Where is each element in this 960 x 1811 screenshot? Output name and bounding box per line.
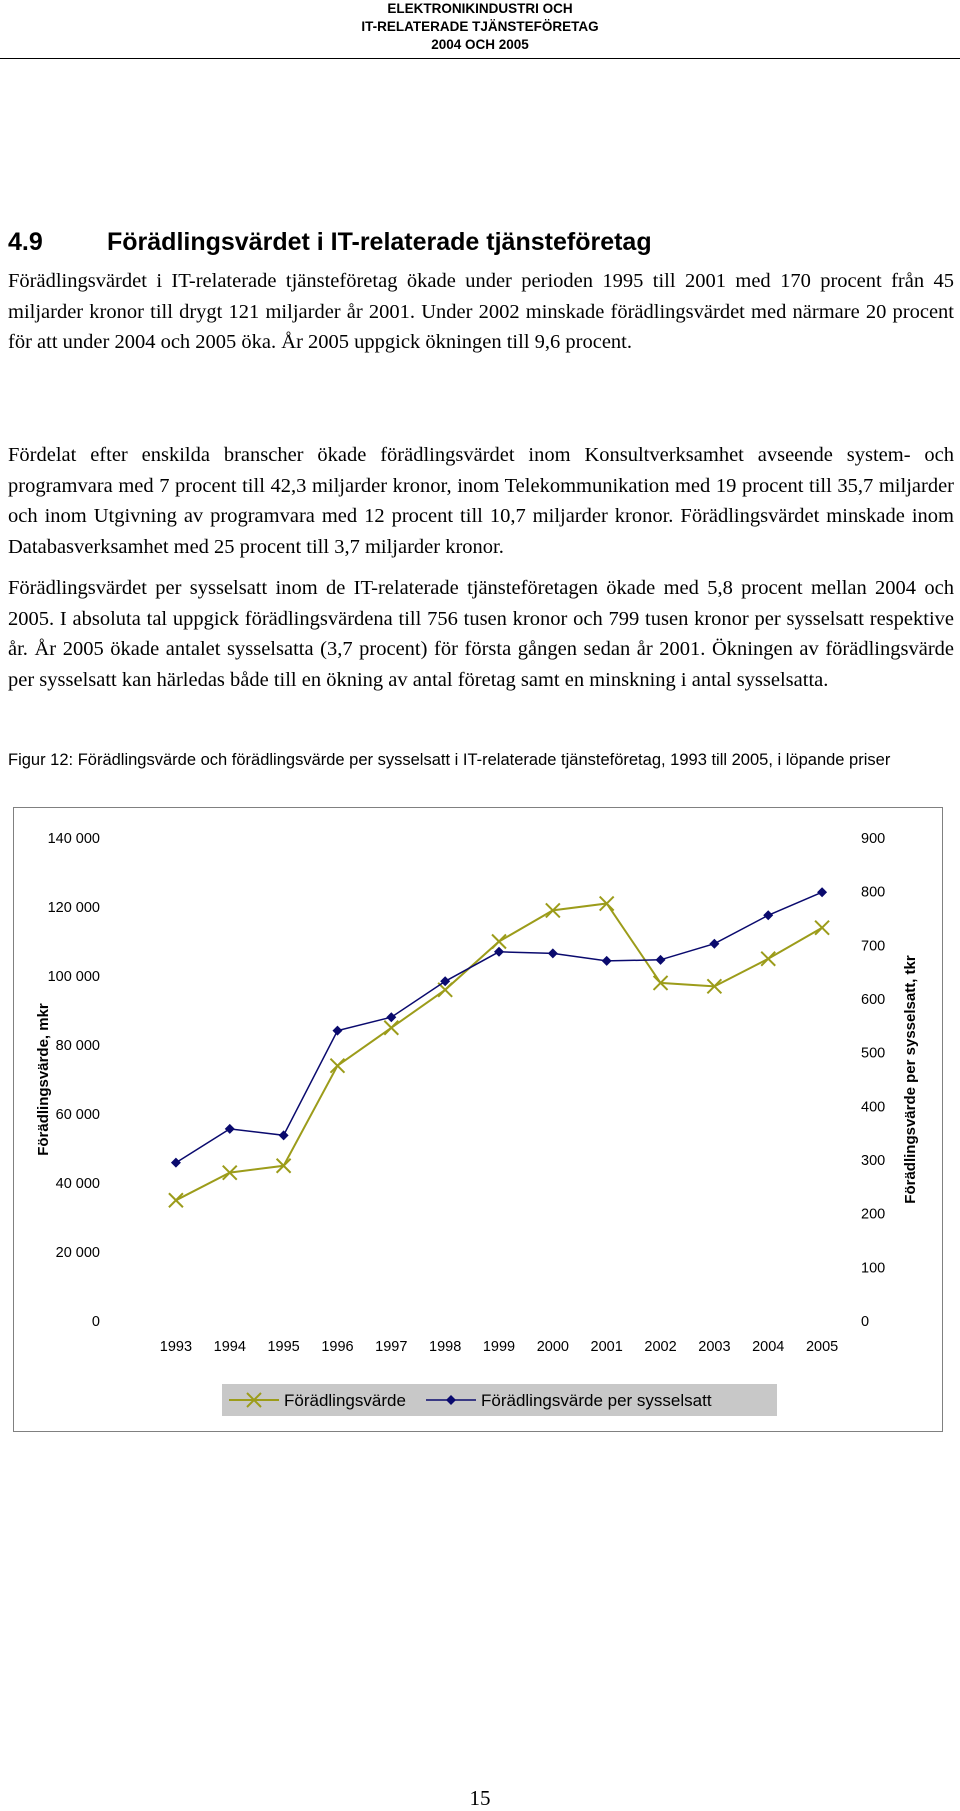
data-point-diamond-marker <box>225 1124 235 1134</box>
paragraph-3: Förädlingsvärdet per sysselsatt inom de IT-relaterade tjänsteföretagen ökade med 5,8 procent mellan 2004 och 2005. I absoluta tal uppgick förädlingsvärdena till 756 tusen kronor och 799 tusen kronor per sysselsatt respektive år. År 2005 ökade antalet sysselsatta (3,7 procent) för första gången sedan år 2001. Ökningen av förädlingsvärde per sysselsatt kan härledas både till en ökning av antal företag samt en minskning i antal sysselsatta. <box>8 577 954 691</box>
y-axis-tick-label: 100 000 <box>47 969 100 985</box>
header-line-1: ELEKTRONIKINDUSTRI OCH <box>387 1 573 16</box>
y-axis-tick-label: 20 000 <box>55 1245 100 1261</box>
data-point-diamond-marker <box>709 939 719 949</box>
x-axis-tick-label: 1995 <box>267 1339 300 1355</box>
y2-axis-title: Förädlingsvärde per sysselsatt, tkr <box>902 955 919 1204</box>
data-point-x-marker <box>330 1059 344 1073</box>
y2-axis-tick-label: 500 <box>861 1045 886 1062</box>
x-axis-tick-label: 2005 <box>805 1339 839 1355</box>
header-rule <box>0 58 960 59</box>
x-axis-tick-label: 2001 <box>590 1339 623 1355</box>
y2-axis-tick-label: 300 <box>861 1153 886 1169</box>
y-axis-tick-label: 140 000 <box>47 831 100 847</box>
figure-caption: Figur 12: Förädlingsvärde och förädlingsvärde per sysselsatt i IT-relaterade tjänsteföretag, 1993 till 2005, i löpande priser <box>8 751 891 769</box>
data-point-x-marker <box>384 1021 398 1035</box>
y2-axis-tick-label: 100 <box>861 1260 886 1277</box>
legend-label: Förädlingsvärde per sysselsatt <box>481 1391 712 1410</box>
x-axis-tick-label: 1994 <box>213 1339 246 1355</box>
y2-axis-tick-label: 800 <box>861 884 886 901</box>
data-point-diamond-marker <box>548 948 558 958</box>
running-header <box>0 0 960 54</box>
paragraph-2: Fördelat efter enskilda branscher ökade förädlingsvärdet inom Konsultverksamhet avseende system- och programvara med 7 procent till 42,3 miljarder kronor, inom Telekommunikation med 19 procent till 35,7 miljarder och inom Utgivning av programvara med 12 procent till 10,7 miljarder kronor. Förädlingsvärdet minskade inom Databasverksamhet med 25 procent till 3,7 miljarder kronor. <box>8 444 954 558</box>
series-line <box>176 892 822 1162</box>
x-axis-tick-label: 2000 <box>536 1339 569 1355</box>
header-line-3: 2004 OCH 2005 <box>431 37 529 52</box>
data-point-diamond-marker <box>332 1026 342 1036</box>
y-axis-title: Förädlingsvärde, mkr <box>35 1003 52 1156</box>
y2-axis-tick-label: 0 <box>861 1314 870 1330</box>
data-point-diamond-marker <box>279 1130 289 1140</box>
y2-axis-tick-label: 600 <box>861 992 886 1008</box>
data-point-x-marker <box>815 921 829 935</box>
data-point-diamond-marker <box>656 955 666 965</box>
x-axis-tick-label: 1998 <box>429 1339 462 1355</box>
y2-axis-tick-label: 400 <box>861 1099 886 1116</box>
y-axis-tick-label: 40 000 <box>55 1176 100 1192</box>
header-line-2: IT-RELATERADE TJÄNSTEFÖRETAG <box>361 19 599 34</box>
chart-frame <box>13 807 943 1432</box>
data-point-x-marker <box>492 935 506 949</box>
y-axis-tick-label: 60 000 <box>55 1107 100 1123</box>
page-number: 15 <box>469 1786 491 1810</box>
legend-label: Förädlingsvärde <box>284 1391 406 1410</box>
y-axis-tick-label: 0 <box>91 1314 100 1330</box>
section-number: 4.9 <box>8 228 43 256</box>
x-axis-tick-label: 1999 <box>482 1339 516 1355</box>
x-axis-tick-label: 2004 <box>752 1339 785 1355</box>
section-heading <box>8 228 652 257</box>
data-point-x-marker <box>169 1193 183 1207</box>
data-point-diamond-marker <box>763 910 773 920</box>
data-point-diamond-marker <box>171 1158 181 1168</box>
data-point-diamond-marker <box>386 1012 396 1022</box>
x-axis-tick-label: 2002 <box>644 1339 677 1355</box>
paragraph-1: Förädlingsvärdet i IT-relaterade tjänsteföretag ökade under perioden 1995 till 2001 med 170 procent från 45 miljarder kronor till drygt 121 miljarder år 2001. Under 2002 minskade förädlingsvärdet med närmare 20 procent för att under 2004 och 2005 öka. År 2005 uppgick ökningen till 9,6 procent. <box>8 270 954 353</box>
data-point-diamond-marker <box>817 887 827 897</box>
x-axis-tick-label: 1993 <box>159 1339 193 1355</box>
section-title: Förädlingsvärdet i IT-relaterade tjänsteföretag <box>107 228 652 256</box>
line-chart <box>14 808 942 1431</box>
x-axis-tick-label: 1996 <box>321 1339 354 1355</box>
data-point-diamond-marker <box>494 947 504 957</box>
x-axis-tick-label: 1997 <box>375 1339 408 1355</box>
data-point-diamond-marker <box>602 956 612 966</box>
data-point-diamond-marker <box>440 976 450 986</box>
x-axis-tick-label: 2003 <box>698 1339 731 1355</box>
data-point-x-marker <box>761 952 775 966</box>
y-axis-tick-label: 80 000 <box>55 1038 100 1054</box>
y2-axis-tick-label: 900 <box>861 831 886 847</box>
y-axis-tick-label: 120 000 <box>47 900 100 916</box>
y2-axis-tick-label: 200 <box>861 1206 886 1223</box>
y2-axis-tick-label: 700 <box>861 938 886 955</box>
